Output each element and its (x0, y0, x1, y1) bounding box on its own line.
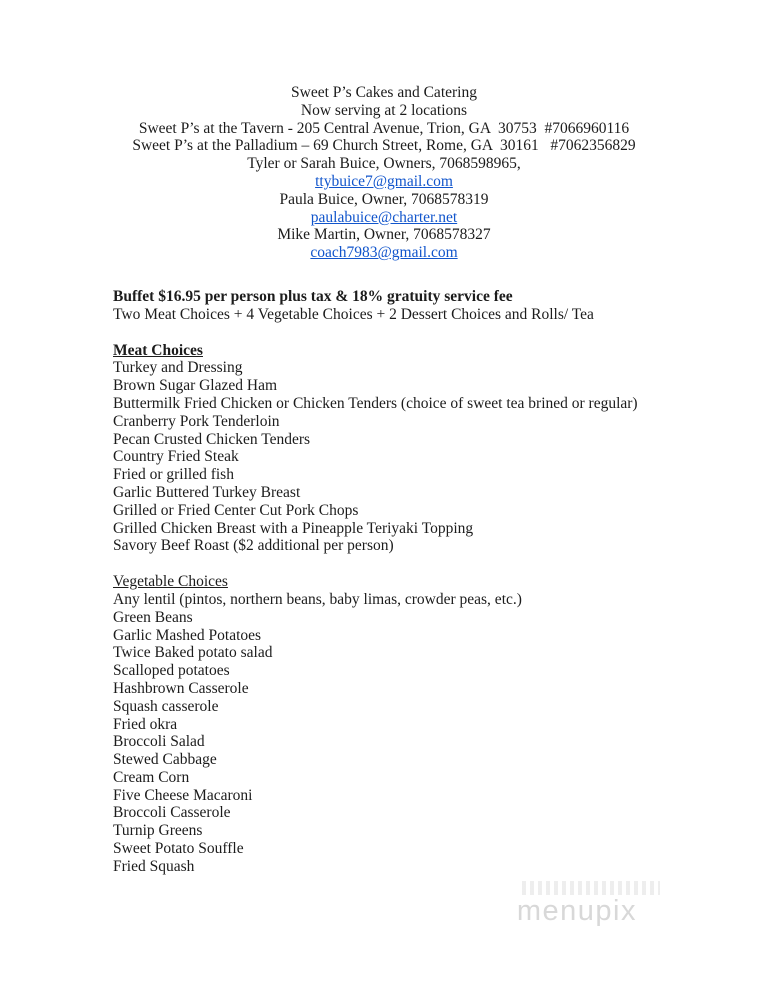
menu-item: Brown Sugar Glazed Ham (113, 377, 277, 395)
vegetable-choices-section (113, 573, 708, 876)
owner-line-1: Tyler or Sarah Buice, Owners, 7068598965, (247, 155, 521, 173)
menu-item: Scalloped potatoes (113, 662, 230, 680)
tagline: Now serving at 2 locations (300, 101, 468, 119)
menu-item: Turkey and Dressing (113, 359, 243, 377)
menu-item: Squash casserole (113, 697, 219, 715)
menu-item: Garlic Mashed Potatoes (113, 626, 262, 644)
menu-item: Any lentil (pintos, northern beans, baby limas, crowder peas, etc.) (113, 590, 522, 608)
menu-item: Green Beans (113, 608, 193, 626)
menu-item: Buttermilk Fried Chicken or Chicken Tenders (choice of sweet tea brined or regular) (113, 394, 638, 412)
menu-item: Stewed Cabbage (113, 751, 217, 769)
blurred-watermark-strip (522, 881, 660, 895)
email-line-1 (0, 173, 768, 191)
menu-item: Hashbrown Casserole (113, 679, 249, 697)
document-body (0, 288, 768, 876)
buffet-section (113, 288, 708, 324)
menu-item: Pecan Crusted Chicken Tenders (113, 430, 311, 448)
owner-line-3: Mike Martin, Owner, 7068578327 (277, 226, 491, 244)
menu-item: Garlic Buttered Turkey Breast (113, 483, 301, 501)
menu-item: Turnip Greens (113, 822, 203, 840)
meat-choices-heading: Meat Choices (113, 341, 203, 359)
meat-choices-section (113, 342, 708, 556)
menu-item: Fried or grilled fish (113, 466, 234, 484)
menu-item: Fried okra (113, 715, 178, 733)
email-link-ttybuice7[interactable]: ttybuice7@gmail.com (315, 172, 453, 190)
business-name: Sweet P’s Cakes and Catering (291, 84, 477, 101)
vegetable-choices-heading: Vegetable Choices (113, 573, 228, 591)
menu-item: Country Fried Steak (113, 448, 239, 466)
buffet-includes: Two Meat Choices + 4 Vegetable Choices + 2 Dessert Choices and Rolls/ Tea (113, 305, 594, 323)
menu-item: Sweet Potato Souffle (113, 840, 244, 858)
menu-item: Twice Baked potato salad (113, 644, 273, 662)
menu-item: Broccoli Casserole (113, 804, 231, 822)
menu-item: Grilled Chicken Breast with a Pineapple Teriyaki Topping (113, 519, 474, 537)
menu-item: Broccoli Salad (113, 733, 205, 751)
email-line-2 (0, 209, 768, 227)
email-link-paulabuice[interactable]: paulabuice@charter.net (310, 208, 458, 226)
menu-item: Five Cheese Macaroni (113, 786, 253, 804)
menu-item: Savory Beef Roast ($2 additional per person) (113, 537, 394, 555)
menu-item: Cranberry Pork Tenderloin (113, 412, 280, 430)
email-link-coach7983[interactable]: coach7983@gmail.com (310, 244, 458, 262)
email-line-3 (0, 244, 768, 262)
owner-line-2: Paula Buice, Owner, 7068578319 (279, 190, 489, 208)
menupix-watermark: menupix (516, 895, 637, 927)
menu-item: Cream Corn (113, 768, 190, 786)
document-header (0, 0, 768, 262)
location-tavern: Sweet P’s at the Tavern - 205 Central Avenue, Trion, GA 30753 #7066960116 (138, 119, 630, 137)
menu-item: Grilled or Fried Center Cut Pork Chops (113, 501, 359, 519)
buffet-price-title: Buffet $16.95 per person plus tax & 18% gratuity service fee (113, 287, 513, 305)
location-palladium: Sweet P’s at the Palladium – 69 Church Street, Rome, GA 30161 #7062356829 (132, 137, 636, 155)
menu-item: Fried Squash (113, 857, 195, 875)
